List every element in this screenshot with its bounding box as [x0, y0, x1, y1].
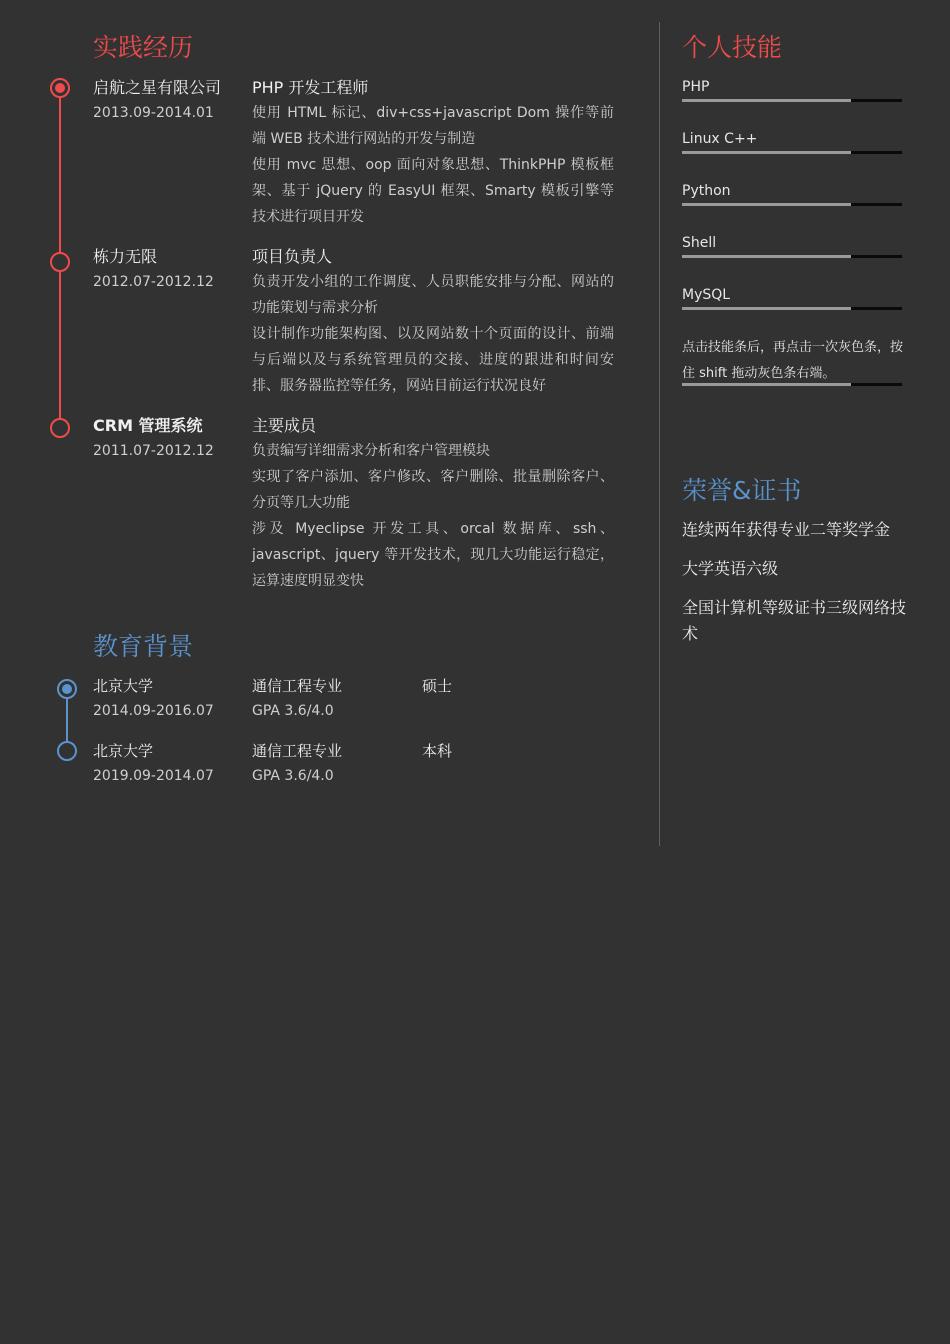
entry-date: 2013.09-2014.01 — [93, 105, 214, 121]
edu-major: 通信工程专业 — [252, 742, 343, 760]
timeline-dot-icon — [50, 78, 70, 98]
edu-degree: 硕士 — [422, 677, 453, 695]
education-title: 教育背景 — [93, 632, 194, 661]
timeline-dot-icon — [50, 252, 70, 272]
skill-hint-text: 点击技能条后，再点击一次灰色条，按住 shift 拖动灰色条右端。 — [682, 340, 904, 381]
skill-bar-fill[interactable] — [682, 307, 851, 310]
entry-date: 2012.07-2012.12 — [93, 274, 214, 290]
edu-gpa: GPA 3.6/4.0 — [252, 703, 334, 719]
entry-description — [252, 100, 614, 230]
skill-linux-cpp[interactable] — [682, 129, 902, 154]
honor-item: 全国计算机等级证书三级网络技术 — [682, 598, 907, 643]
practice-title: 实践经历 — [93, 33, 194, 62]
honor-item: 连续两年获得专业二等奖学金 — [682, 520, 891, 539]
entry-desc-line: 涉及 Myeclipse 开发工具、orcal 数据库、ssh、javascript、jquery 等开发技术，现几大功能运行稳定，运算速度明显变快 — [252, 521, 614, 589]
edu-school: 北京大学 — [93, 742, 154, 760]
entry-desc-line: 实现了客户添加、客户修改、客户删除、批量删除客户、分页等几大功能 — [252, 469, 614, 511]
honor-item: 大学英语六级 — [682, 559, 779, 578]
entry-description — [252, 438, 614, 594]
skill-shell[interactable] — [682, 233, 902, 258]
entry-org: 启航之星有限公司 — [93, 78, 222, 97]
edu-degree: 本科 — [422, 742, 453, 760]
entry-org: 栋力无限 — [93, 247, 158, 266]
column-divider — [659, 22, 660, 846]
edu-date: 2019.09-2014.07 — [93, 768, 214, 784]
entry-desc-line: 使用 HTML 标记、div+css+javascript Dom 操作等前端 WEB 技术进行网站的开发与制造 — [252, 105, 614, 147]
entry-role: 主要成员 — [252, 416, 317, 435]
skill-bar-track[interactable] — [682, 383, 902, 386]
timeline-dot-icon — [50, 418, 70, 438]
timeline-dot-icon — [57, 741, 77, 761]
entry-org: CRM 管理系统 — [93, 416, 203, 435]
skill-bar-track[interactable] — [682, 99, 902, 102]
timeline-dot-icon — [57, 679, 77, 699]
skill-bar-track[interactable] — [682, 255, 902, 258]
entry-date: 2011.07-2012.12 — [93, 443, 214, 459]
skill-hint-bar[interactable] — [682, 383, 902, 386]
entry-description — [252, 269, 614, 399]
entry-role: 项目负责人 — [252, 247, 333, 266]
skill-bar-fill[interactable] — [682, 255, 851, 258]
entry-desc-line: 设计制作功能架构图、以及网站数十个页面的设计、前端与后端以及与系统管理员的交接、进度的跟进和时间安排、服务器监控等任务，网站目前运行状况良好 — [252, 326, 614, 394]
edu-date: 2014.09-2016.07 — [93, 703, 214, 719]
skill-bar-track[interactable] — [682, 307, 902, 310]
skill-name: Linux C++ — [682, 131, 758, 147]
entry-desc-line: 使用 mvc 思想、oop 面向对象思想、ThinkPHP 模板框架、基于 jQuery 的 EasyUI 框架、Smarty 模板引擎等技术进行项目开发 — [252, 157, 614, 225]
skill-mysql[interactable] — [682, 285, 902, 310]
skill-name: Shell — [682, 235, 717, 251]
skill-name: Python — [682, 183, 731, 199]
entry-role: PHP 开发工程师 — [252, 78, 369, 97]
entry-desc-line: 负责编写详细需求分析和客户管理模块 — [252, 443, 490, 459]
skill-bar-track[interactable] — [682, 203, 902, 206]
skill-bar-fill[interactable] — [682, 383, 851, 386]
skill-bar-fill[interactable] — [682, 99, 851, 102]
skill-bar-fill[interactable] — [682, 203, 851, 206]
skill-php[interactable] — [682, 77, 902, 102]
edu-major: 通信工程专业 — [252, 677, 343, 695]
edu-gpa: GPA 3.6/4.0 — [252, 768, 334, 784]
skill-name: PHP — [682, 79, 710, 95]
skill-bar-fill[interactable] — [682, 151, 851, 154]
skill-bar-track[interactable] — [682, 151, 902, 154]
skill-name: MySQL — [682, 287, 731, 303]
skill-python[interactable] — [682, 181, 902, 206]
entry-desc-line: 负责开发小组的工作调度、人员职能安排与分配、网站的功能策划与需求分析 — [252, 274, 614, 316]
edu-school: 北京大学 — [93, 677, 154, 695]
honors-title: 荣誉&证书 — [682, 476, 802, 505]
skills-title: 个人技能 — [682, 33, 783, 62]
